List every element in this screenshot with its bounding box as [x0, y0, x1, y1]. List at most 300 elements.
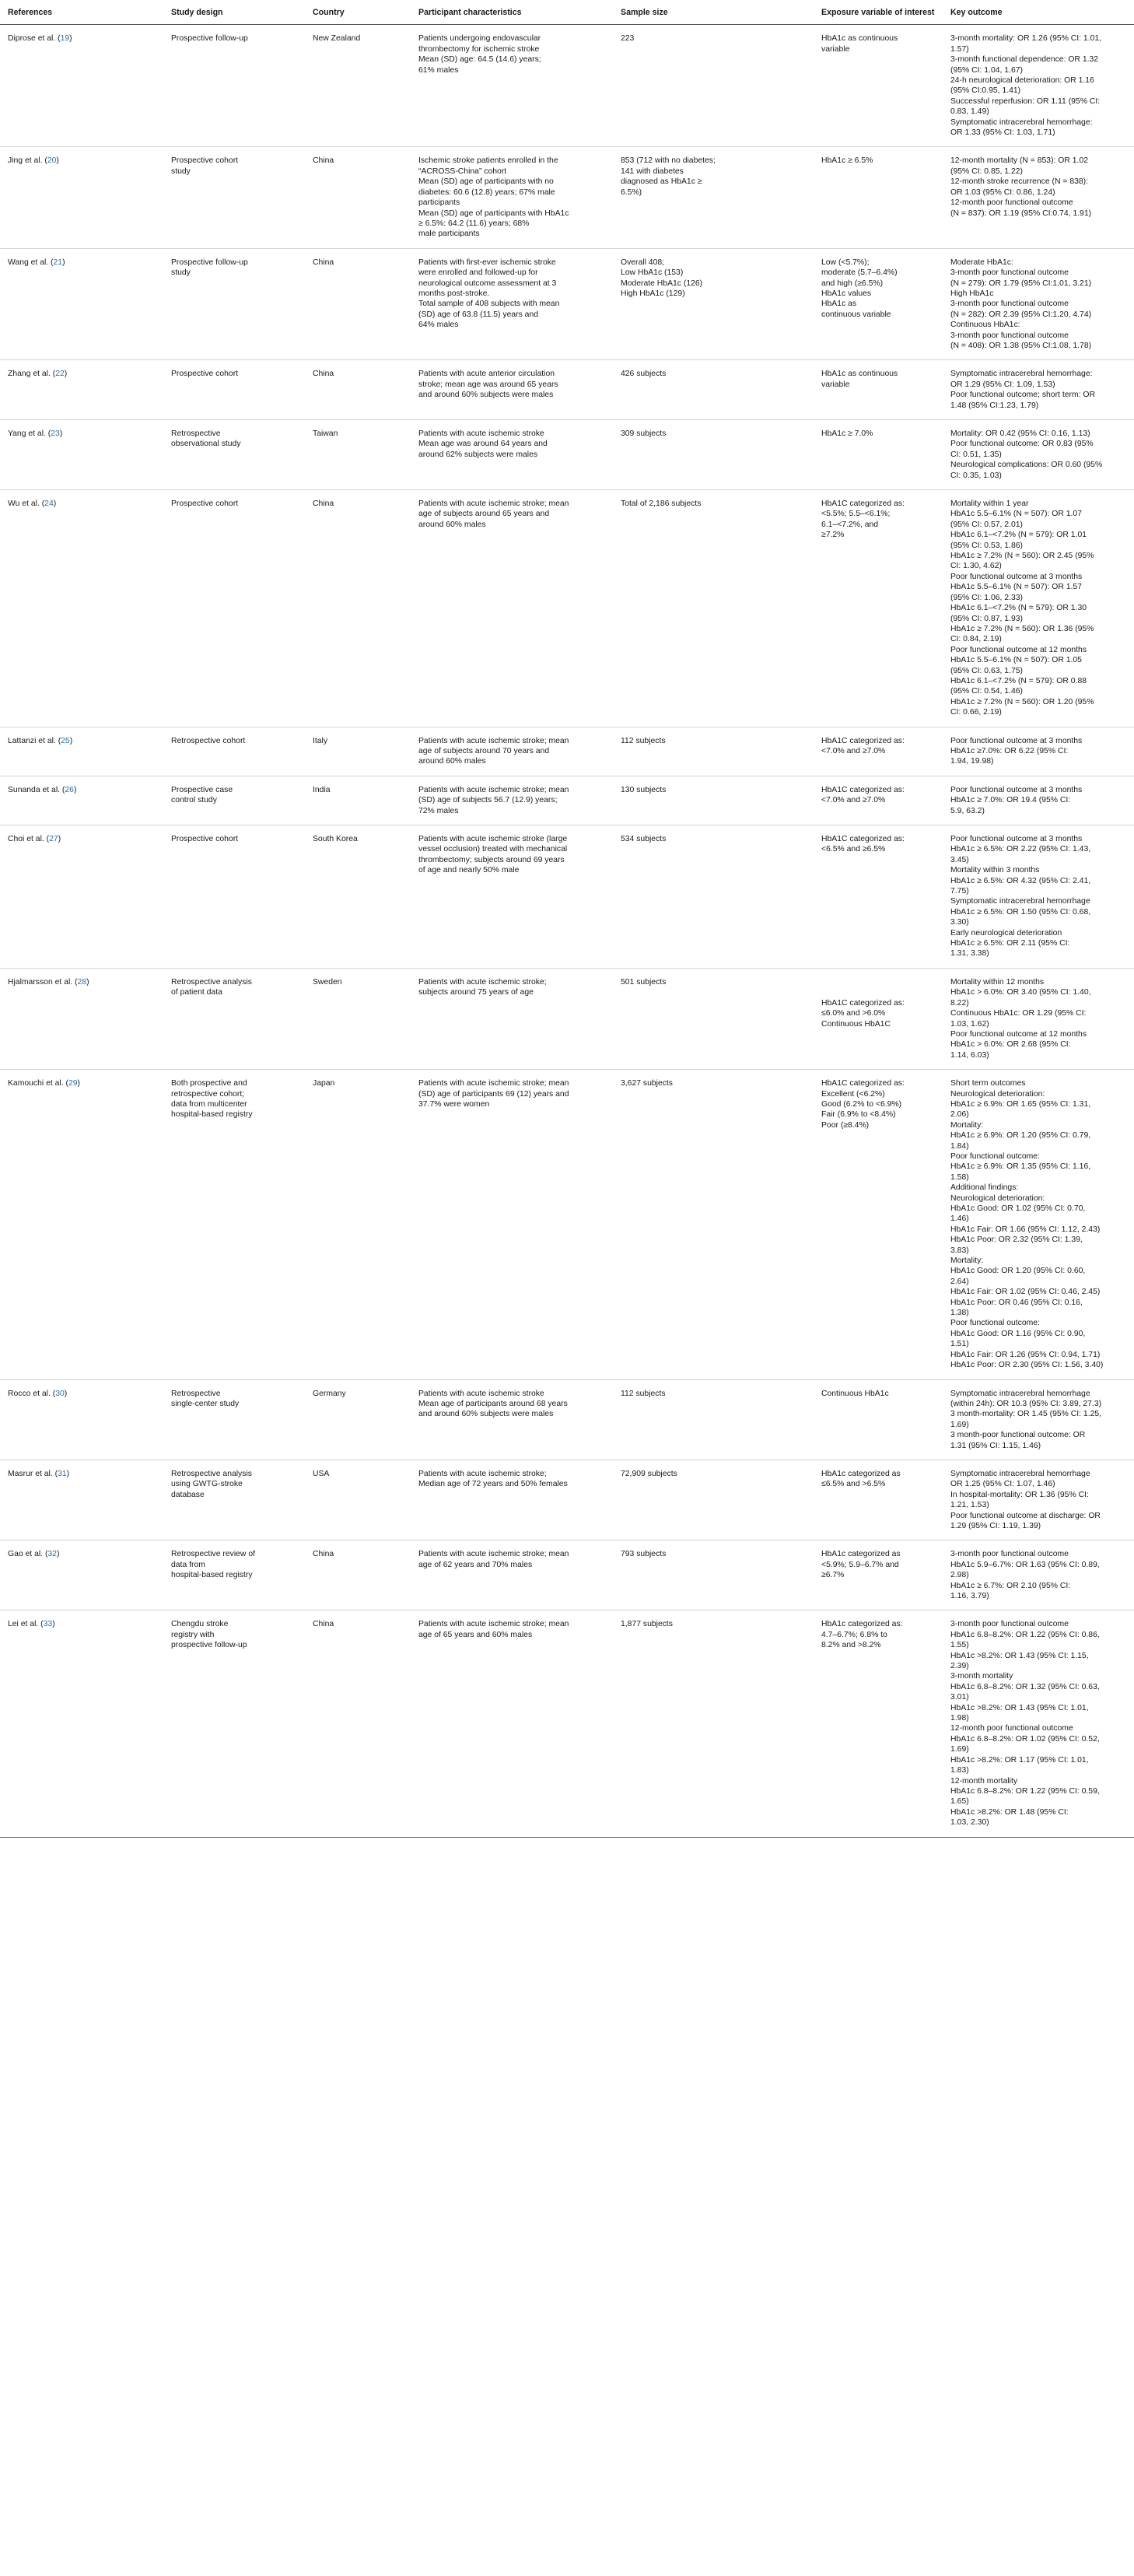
- cell-line: participants: [418, 198, 460, 208]
- reference-close-paren: ): [69, 34, 72, 44]
- reference-cell: [0, 1540, 163, 1610]
- cell-line: 426 subjects: [621, 370, 667, 379]
- cell-line: HbA1c ≥ 6.5%: OR 1.50 (95% CI: 0.68,: [950, 907, 1091, 916]
- cell-line: Mean (SD) age: 64.5 (14.6) years;: [418, 55, 541, 65]
- study-design-cell: [163, 25, 305, 147]
- sample-size-cell: [613, 1460, 814, 1540]
- cell-line: HbA1c 5.5–6.1% (N = 507): OR 1.05: [950, 656, 1082, 665]
- header-participant-characteristics: Participant characteristics: [411, 0, 613, 25]
- cell-line: 1.98): [950, 1714, 969, 1723]
- cell-line: CI: 0.84, 2.19): [950, 635, 1002, 644]
- cell-line: (95% CI: 0.63, 1.75): [950, 666, 1023, 675]
- cell-line: HbA1c >8.2%: OR 1.48 (95% CI:: [950, 1807, 1069, 1817]
- country-cell: [305, 147, 411, 248]
- cell-line: 61% males: [418, 65, 459, 75]
- cell-line: neurological outcome assessment at 3: [418, 279, 557, 288]
- reference-cell: [0, 1460, 163, 1540]
- reference-close-paren: ): [59, 429, 63, 438]
- cell-line: 3.30): [950, 918, 969, 927]
- cell-line: HbA1c > 6.0%: OR 2.68 (95% CI:: [950, 1040, 1071, 1050]
- cell-line: <7.0% and ≥7.0%: [821, 746, 886, 755]
- cell-line: High HbA1c (129): [621, 289, 685, 298]
- cell-line: HbA1C categorized as:: [821, 785, 905, 794]
- exposure-variable-cell: [814, 776, 943, 825]
- reference-name: Wu et al. (: [8, 499, 45, 509]
- cell-line: 141 with diabetes: [621, 166, 684, 176]
- cell-line: Poor functional outcome at 3 months: [950, 572, 1083, 581]
- participant-characteristics-cell: [411, 25, 613, 147]
- sample-size-cell: [613, 825, 814, 969]
- reference-cell: [0, 776, 163, 825]
- participant-characteristics-cell: [411, 727, 613, 776]
- cell-line: 8.2% and >8.2%: [821, 1641, 881, 1650]
- study-design-cell: [163, 1610, 305, 1837]
- reference-name: Jing et al. (: [8, 156, 47, 166]
- table-row: [0, 248, 1134, 360]
- cell-line: Patients with acute ischemic stroke; mean: [418, 1079, 569, 1088]
- cell-line: Mortality: OR 0.42 (95% CI: 0.16, 1.13): [950, 429, 1090, 438]
- cell-line: 12-month stroke recurrence (N = 838):: [950, 177, 1089, 187]
- cell-line: (95% CI: 0.53, 1.86): [950, 541, 1023, 550]
- cell-line: 1.38): [950, 1309, 969, 1318]
- cell-line: continuous variable: [821, 310, 891, 319]
- exposure-variable-cell: [814, 25, 943, 147]
- exposure-variable-cell: [814, 825, 943, 969]
- cell-line: 1.58): [950, 1172, 969, 1182]
- cell-line: China: [313, 1550, 334, 1559]
- cell-line: 12-month mortality: [950, 1776, 1018, 1786]
- cell-line: Fair (6.9% to <8.4%): [821, 1110, 896, 1120]
- cell-line: Patients with first-ever ischemic stroke: [418, 258, 556, 267]
- cell-line: HbA1c Good: OR 1.20 (95% CI: 0.60,: [950, 1267, 1086, 1276]
- study-design-cell: [163, 248, 305, 360]
- cell-line: 1.21, 1.53): [950, 1501, 989, 1510]
- key-outcome-cell: [943, 776, 1134, 825]
- cell-line: vessel occlusion) treated with mechanical: [418, 845, 568, 854]
- country-cell: [305, 776, 411, 825]
- table-row: [0, 1540, 1134, 1610]
- cell-line: HbA1c 5.5–6.1% (N = 507): OR 1.57: [950, 583, 1082, 592]
- table-row: [0, 490, 1134, 727]
- reference-citation-link[interactable]: 20: [47, 156, 57, 166]
- reference-close-paren: ): [69, 736, 73, 745]
- cell-line: data from multicenter: [171, 1099, 247, 1109]
- exposure-variable-cell: [814, 727, 943, 776]
- reference-name: Yang et al. (: [8, 429, 51, 438]
- cell-line: HbA1c ≥7.0%: OR 6.22 (95% CI:: [950, 746, 1069, 755]
- cell-line: 4.7–6.7%; 6.8% to: [821, 1630, 887, 1639]
- reference-cell: [0, 1610, 163, 1837]
- cell-line: 1.46): [950, 1214, 969, 1224]
- cell-line: Low (<5.7%);: [821, 258, 870, 267]
- cell-line: around 60% males: [418, 757, 486, 766]
- country-cell: [305, 1540, 411, 1610]
- cell-line: Poor functional outcome at 3 months: [950, 785, 1083, 794]
- cell-line: 1.65): [950, 1797, 969, 1807]
- cell-line: 12-month mortality (N = 853): OR 1.02: [950, 156, 1089, 166]
- participant-characteristics-cell: [411, 776, 613, 825]
- cell-line: Poor functional outcome at 3 months: [950, 835, 1083, 843]
- study-design-cell: [163, 147, 305, 248]
- cell-line: CI: 0.51, 1.35): [950, 450, 1002, 459]
- cell-line: Mean (SD) age of participants with no: [418, 177, 554, 187]
- cell-line: Patients with acute ischemic stroke: [418, 1389, 544, 1398]
- key-outcome-cell: [943, 147, 1134, 248]
- cell-line: China: [313, 258, 334, 267]
- cell-line: hospital-based registry: [171, 1571, 253, 1580]
- participant-characteristics-cell: [411, 825, 613, 969]
- exposure-variable-cell: [814, 1610, 943, 1837]
- reference-close-paren: ): [53, 499, 57, 509]
- cell-line: (95% CI: 0.87, 1.93): [950, 614, 1023, 623]
- cell-line: Patients with acute ischemic stroke; mean: [418, 1620, 569, 1629]
- cell-line: Taiwan: [313, 429, 338, 438]
- cell-line: (within 24h): OR 10.3 (95% CI: 3.89, 27.3): [950, 1399, 1102, 1408]
- cell-line: Prospective cohort: [171, 370, 239, 379]
- key-outcome-cell: [943, 727, 1134, 776]
- cell-line: Excellent (<6.2%): [821, 1089, 885, 1099]
- cell-line: 24-h neurological deterioration: OR 1.16: [950, 76, 1094, 86]
- cell-line: 2.64): [950, 1277, 969, 1286]
- table-row: [0, 420, 1134, 490]
- study-design-cell: [163, 1070, 305, 1379]
- cell-line: Poor functional outcome; short term: OR: [950, 391, 1095, 400]
- reference-citation-link[interactable]: 24: [44, 499, 54, 509]
- cell-line: Symptomatic intracerebral hemorrhage:: [950, 117, 1093, 127]
- country-cell: [305, 727, 411, 776]
- cell-line: Germany: [313, 1389, 346, 1398]
- key-outcome-cell: [943, 1460, 1134, 1540]
- table-row: [0, 776, 1134, 825]
- cell-line: (N = 279): OR 1.79 (95% CI:1.01, 3.21): [950, 279, 1092, 288]
- reference-cell: [0, 360, 163, 420]
- cell-line: New Zealand: [313, 34, 361, 44]
- cell-line: Good (6.2% to <6.9%): [821, 1099, 902, 1109]
- cell-line: CI: 1.30, 4.62): [950, 562, 1002, 571]
- reference-close-paren: ): [56, 1550, 60, 1559]
- cell-line: 1.69): [950, 1420, 969, 1429]
- cell-line: (95% CI:0.95, 1.41): [950, 86, 1021, 96]
- cell-line: 793 subjects: [621, 1550, 667, 1559]
- cell-line: Poor functional outcome at 12 months: [950, 1029, 1087, 1039]
- cell-line: In hospital-mortality: OR 1.36 (95% CI:: [950, 1490, 1089, 1499]
- reference-name: Hjalmarsson et al. (: [8, 977, 78, 987]
- reference-name: Zhang et al. (: [8, 370, 56, 379]
- cell-line: HbA1c >8.2%: OR 1.43 (95% CI: 1.01,: [950, 1703, 1089, 1712]
- participant-characteristics-cell: [411, 420, 613, 490]
- participant-characteristics-cell: [411, 1610, 613, 1837]
- cell-line: Mortality within 1 year: [950, 499, 1029, 509]
- study-design-cell: [163, 727, 305, 776]
- cell-line: HbA1c Poor: OR 2.30 (95% CI: 1.56, 3.40): [950, 1361, 1104, 1370]
- exposure-variable-cell: [814, 360, 943, 420]
- table-row: [0, 727, 1134, 776]
- cell-line: Sweden: [313, 977, 342, 987]
- cell-line: Continuous HbA1c:: [950, 321, 1020, 330]
- cell-line: age of 65 years and 60% males: [418, 1630, 533, 1639]
- cell-line: 1.03, 2.30): [950, 1818, 989, 1828]
- sample-size-cell: [613, 1540, 814, 1610]
- cell-line: OR 1.03 (95% CI: 0.86, 1.24): [950, 188, 1055, 197]
- cell-line: 1.29 (95% CI: 1.19, 1.39): [950, 1521, 1041, 1530]
- cell-line: HbA1c ≥ 7.0%: [821, 429, 873, 438]
- cell-line: hospital-based registry: [171, 1110, 253, 1120]
- study-design-cell: [163, 360, 305, 420]
- cell-line: observational study: [171, 440, 241, 449]
- cell-line: Retrospective cohort: [171, 736, 246, 745]
- reference-close-paren: ): [86, 977, 89, 987]
- cell-line: HbA1c as continuous: [821, 34, 898, 44]
- cell-line: CI: 0.66, 2.19): [950, 708, 1002, 717]
- country-cell: [305, 968, 411, 1069]
- cell-line: HbA1c 6.1–<7.2% (N = 579): OR 0.88: [950, 676, 1087, 685]
- study-design-cell: [163, 490, 305, 727]
- reference-name: Masrur et al. (: [8, 1469, 58, 1478]
- cell-line: 1.55): [950, 1641, 969, 1650]
- reference-close-paren: ): [58, 835, 61, 843]
- cell-line: (N = 282): OR 2.39 (95% CI:1.20, 4.74): [950, 310, 1092, 319]
- cell-line: HbA1c 5.9–6.7%: OR 1.63 (95% CI: 0.89,: [950, 1560, 1100, 1569]
- reference-close-paren: ): [52, 1620, 55, 1629]
- cell-line: variable: [821, 380, 850, 389]
- cell-line: were enrolled and followed-up for: [418, 268, 538, 278]
- header-exposure-variable: Exposure variable of interest: [814, 0, 943, 25]
- cell-line: 1.83): [950, 1766, 969, 1775]
- cell-line: Retrospective analysis: [171, 1469, 252, 1478]
- cell-line: HbA1c ≥ 7.2% (N = 560): OR 2.45 (95%: [950, 552, 1094, 561]
- cell-line: 7.75): [950, 887, 969, 896]
- cell-line: 2.98): [950, 1571, 969, 1580]
- cell-line: Prospective cohort: [171, 156, 239, 166]
- reference-close-paren: ): [73, 785, 77, 794]
- key-outcome-cell: [943, 25, 1134, 147]
- cell-line: OR 1.33 (95% CI: 1.03, 1.71): [950, 128, 1055, 138]
- cell-line: Mortality:: [950, 1120, 984, 1130]
- cell-line: using GWTG-stroke: [171, 1480, 243, 1489]
- cell-line: (95% CI: 0.85, 1.22): [950, 166, 1023, 176]
- reference-citation-link[interactable]: 19: [60, 34, 70, 44]
- country-cell: [305, 25, 411, 147]
- exposure-variable-cell: [814, 968, 943, 1069]
- key-outcome-cell: [943, 1379, 1134, 1460]
- cell-line: control study: [171, 796, 217, 805]
- cell-line: Poor functional outcome at 12 months: [950, 645, 1087, 654]
- cell-line: HbA1c 6.8–8.2%: OR 1.22 (95% CI: 0.86,: [950, 1630, 1100, 1639]
- cell-line: Successful reperfusion: OR 1.11 (95% CI:: [950, 96, 1101, 106]
- cell-line: Total of 2,186 subjects: [621, 499, 702, 509]
- header-sample-size: Sample size: [613, 0, 814, 25]
- country-cell: [305, 1610, 411, 1837]
- cell-line: 309 subjects: [621, 429, 667, 438]
- cell-line: HbA1c Poor: OR 0.46 (95% CI: 0.16,: [950, 1298, 1083, 1307]
- reference-close-paren: ): [64, 1389, 68, 1398]
- reference-citation-link[interactable]: 31: [58, 1469, 67, 1478]
- cell-line: Continuous HbA1c: OR 1.29 (95% CI:: [950, 1009, 1087, 1018]
- cell-line: 3-month poor functional outcome: [950, 1550, 1069, 1559]
- cell-line: HbA1c Fair: OR 1.26 (95% CI: 0.94, 1.71): [950, 1350, 1101, 1359]
- participant-characteristics-cell: [411, 1379, 613, 1460]
- cell-line: HbA1C categorized as:: [821, 499, 905, 509]
- cell-line: CI: 0.35, 1.03): [950, 471, 1002, 480]
- cell-line: around 62% subjects were males: [418, 450, 538, 459]
- cell-line: 501 subjects: [621, 977, 667, 987]
- reference-citation-link[interactable]: 29: [68, 1079, 78, 1088]
- cell-line: 1.57): [950, 44, 969, 54]
- reference-citation-link[interactable]: 30: [55, 1389, 65, 1398]
- cell-line: 112 subjects: [621, 736, 666, 745]
- reference-citation-link[interactable]: 21: [53, 258, 63, 267]
- cell-line: 6.1–<7.2%, and: [821, 520, 879, 529]
- cell-line: Continuous HbA1c: [821, 1389, 889, 1398]
- exposure-variable-cell: [814, 1379, 943, 1460]
- reference-citation-link[interactable]: 28: [77, 977, 87, 987]
- reference-name: Sunanda et al. (: [8, 785, 65, 794]
- cell-line: 6.5%): [621, 188, 642, 197]
- sample-size-cell: [613, 1610, 814, 1837]
- sample-size-cell: [613, 1379, 814, 1460]
- cell-line: 2.39): [950, 1662, 969, 1671]
- cell-line: Chengdu stroke: [171, 1620, 229, 1629]
- reference-cell: [0, 420, 163, 490]
- cell-line: China: [313, 1620, 334, 1629]
- cell-line: HbA1C categorized as:: [821, 736, 905, 745]
- cell-line: male participants: [418, 230, 480, 239]
- key-outcome-cell: [943, 248, 1134, 360]
- cell-line: thrombectomy for ischemic stroke: [418, 44, 540, 54]
- cell-line: of age and nearly 50% male: [418, 866, 520, 875]
- sample-size-cell: [613, 1070, 814, 1379]
- cell-line: diabetes: 60.6 (12.8) years; 67% male: [418, 188, 555, 197]
- cell-line: stroke; mean age was around 65 years: [418, 380, 558, 389]
- cell-line: HbA1C categorized as:: [821, 998, 905, 1008]
- cell-line: and around 60% subjects were males: [418, 1410, 554, 1419]
- exposure-variable-cell: [814, 1460, 943, 1540]
- cell-line: HbA1c 5.5–6.1% (N = 507): OR 1.07: [950, 510, 1082, 519]
- cell-line: 3-month poor functional outcome: [950, 1620, 1069, 1629]
- reference-cell: [0, 25, 163, 147]
- cell-line: HbA1c ≥ 6.5%: OR 4.32 (95% CI: 2.41,: [950, 876, 1091, 885]
- cell-line: HbA1c categorized as: [821, 1550, 901, 1559]
- participant-characteristics-cell: [411, 968, 613, 1069]
- cell-line: 72,909 subjects: [621, 1469, 677, 1478]
- cell-line: study: [171, 268, 191, 278]
- reference-citation-link[interactable]: 26: [65, 785, 74, 794]
- cell-line: USA: [313, 1469, 330, 1478]
- cell-line: Patients with acute ischemic stroke;: [418, 977, 547, 987]
- cell-line: 3-month mortality: OR 1.26 (95% CI: 1.01,: [950, 34, 1102, 44]
- cell-line: Symptomatic intracerebral hemorrhage:: [950, 370, 1093, 379]
- reference-citation-link[interactable]: 32: [47, 1550, 57, 1559]
- cell-line: variable: [821, 44, 850, 54]
- cell-line: 534 subjects: [621, 835, 667, 843]
- reference-citation-link[interactable]: 23: [51, 429, 60, 438]
- cell-line: ≥7.2%: [821, 531, 845, 540]
- cell-line: India: [313, 785, 331, 794]
- cell-line: Continuous HbA1C: [821, 1019, 891, 1029]
- cell-line: 8.22): [950, 998, 969, 1008]
- table-row: [0, 1460, 1134, 1540]
- cell-line: (SD) age of subjects 56.7 (12.9) years;: [418, 796, 558, 805]
- cell-line: HbA1c as continuous: [821, 370, 898, 379]
- cell-line: Overall 408;: [621, 258, 665, 267]
- table-row: [0, 968, 1134, 1069]
- cell-line: HbA1c Fair: OR 1.66 (95% CI: 1.12, 2.43): [950, 1225, 1101, 1234]
- cell-line: registry with: [171, 1630, 215, 1639]
- cell-line: 1.14, 6.03): [950, 1050, 989, 1060]
- cell-line: (95% CI: 1.04, 1.67): [950, 65, 1023, 75]
- cell-line: HbA1c 6.1–<7.2% (N = 579): OR 1.01: [950, 531, 1087, 540]
- cell-line: HbA1c Good: OR 1.02 (95% CI: 0.70,: [950, 1204, 1086, 1213]
- cell-line: Patients with acute ischemic stroke (large: [418, 835, 568, 843]
- reference-name: Lei et al. (: [8, 1620, 44, 1629]
- cell-line: HbA1c ≥ 6.9%: OR 1.65 (95% CI: 1.31,: [950, 1099, 1091, 1109]
- key-outcome-cell: [943, 1070, 1134, 1379]
- cell-line: 223: [621, 34, 635, 44]
- cell-line: Low HbA1c (153): [621, 268, 684, 278]
- cell-line: around 60% males: [418, 520, 486, 529]
- cell-line: database: [171, 1490, 205, 1499]
- cell-line: HbA1c ≥ 6.5%: OR 2.22 (95% CI: 1.43,: [950, 845, 1091, 854]
- reference-citation-link[interactable]: 33: [43, 1620, 53, 1629]
- reference-citation-link[interactable]: 27: [49, 835, 58, 843]
- reference-cell: [0, 147, 163, 248]
- key-outcome-cell: [943, 1540, 1134, 1610]
- cell-line: HbA1c ≥ 7.2% (N = 560): OR 1.20 (95%: [950, 697, 1094, 706]
- cell-line: China: [313, 499, 334, 509]
- study-design-cell: [163, 968, 305, 1069]
- reference-citation-link[interactable]: 22: [55, 370, 65, 379]
- cell-line: (N = 837): OR 1.19 (95% CI:0.74, 1.91): [950, 209, 1092, 218]
- study-design-cell: [163, 1460, 305, 1540]
- key-outcome-cell: [943, 360, 1134, 420]
- cell-line: 3,627 subjects: [621, 1079, 674, 1088]
- cell-line: HbA1c categorized as:: [821, 1620, 903, 1629]
- cell-line: 1.69): [950, 1745, 969, 1754]
- cell-line: 3.83): [950, 1246, 969, 1255]
- study-design-cell: [163, 1540, 305, 1610]
- cell-line: months post-stroke.: [418, 289, 490, 298]
- study-design-cell: [163, 1379, 305, 1460]
- cell-line: HbA1C categorized as:: [821, 835, 905, 843]
- cell-line: HbA1c ≥ 6.5%: OR 2.11 (95% CI:: [950, 939, 1070, 948]
- cell-line: HbA1c categorized as: [821, 1469, 901, 1478]
- cell-line: 3.45): [950, 855, 969, 864]
- cell-line: HbA1c as: [821, 300, 857, 309]
- table-row: [0, 1070, 1134, 1379]
- cell-line: study: [171, 166, 191, 176]
- country-cell: [305, 1070, 411, 1379]
- reference-citation-link[interactable]: 25: [61, 736, 70, 745]
- cell-line: 1.94, 19.98): [950, 757, 994, 766]
- participant-characteristics-cell: [411, 1460, 613, 1540]
- cell-line: 3-month poor functional outcome: [950, 268, 1069, 278]
- cell-line: [821, 977, 936, 987]
- exposure-variable-cell: [814, 248, 943, 360]
- country-cell: [305, 825, 411, 969]
- study-design-cell: [163, 776, 305, 825]
- cell-line: Additional findings:: [950, 1183, 1019, 1193]
- cell-line: 1.03, 1.62): [950, 1019, 989, 1029]
- cell-line: Mean age of participants around 68 years: [418, 1399, 568, 1408]
- cell-line: HbA1c Poor: OR 2.32 (95% CI: 1.39,: [950, 1235, 1083, 1245]
- reference-name: Wang et al. (: [8, 258, 54, 267]
- cell-line: HbA1c values: [821, 289, 872, 298]
- cell-line: retrospective cohort;: [171, 1089, 245, 1099]
- cell-line: Mean (SD) age of participants with HbA1c: [418, 209, 569, 218]
- cell-line: Poor (≥8.4%): [821, 1120, 870, 1130]
- cell-line: Poor functional outcome: OR 0.83 (95%: [950, 440, 1094, 449]
- cell-line: Median age of 72 years and 50% females: [418, 1480, 568, 1489]
